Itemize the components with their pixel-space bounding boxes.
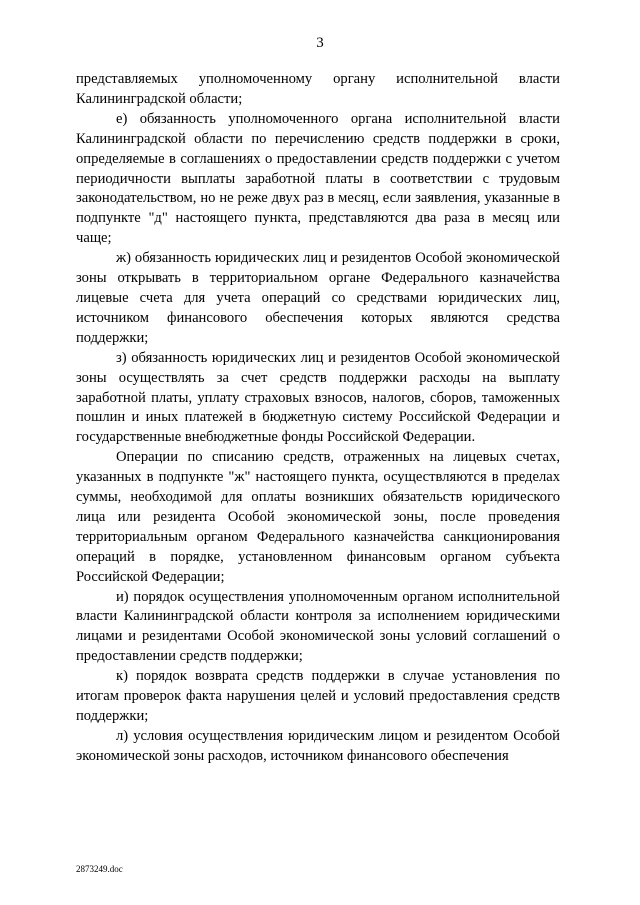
document-body bbox=[76, 70, 560, 767]
paragraph-item-k: к) порядок возврата средств поддержки в случае установления по итогам проверок факта нарушения целей и условий предоставления средств поддержки; bbox=[76, 668, 560, 724]
paragraph-item-z: з) обязанность юридических лиц и резидентов Особой экономической зоны осуществлять за счет средств поддержки расходы на выплату заработной платы, уплату страховых взносов, налогов, сборов, таможенных пошлин и иных платежей в бюджетную систему Российской Федерации и государственные внебюджетные фонды Российской Федерации. bbox=[76, 349, 560, 446]
paragraph-operations: Операции по списанию средств, отраженных на лицевых счетах, указанных в подпункте "ж" настоящего пункта, осуществляются в пределах суммы, необходимой для оплаты возникших обязательств юридического лица или резидента Особой экономической зоны, после проведения территориальным органом Федерального казначейства санкционирования операций в порядке, установленном финансовым органом субъекта Российской Федерации; bbox=[76, 449, 560, 585]
paragraph-item-zh: ж) обязанность юридических лиц и резидентов Особой экономической зоны открывать в территориальном органе Федерального казначейства лицевые счета для учета операций со средствами юридических лиц, источником финансового обеспечения которых являются средства поддержки; bbox=[76, 250, 560, 346]
document-file-code: 2873249.doc bbox=[76, 864, 123, 874]
paragraph-item-l: л) условия осуществления юридическим лицом и резидентом Особой экономической зоны расходов, источником финансового обеспечения bbox=[76, 727, 560, 764]
page-number: 3 bbox=[316, 35, 324, 51]
paragraph-item-i: и) порядок осуществления уполномоченным органом исполнительной власти Калининградской области контроля за исполнением юридическими лицами и резидентами Особой экономической зоны условий соглашений о предоставлении средств поддержки; bbox=[76, 588, 560, 665]
paragraph-continuation: представляемых уполномоченному органу исполнительной власти Калининградской области; bbox=[76, 71, 560, 107]
paragraph-item-e: е) обязанность уполномоченного органа исполнительной власти Калининградской области по перечислению средств поддержки в сроки, определяемые в соглашениях о предоставлении средств поддержки с учетом периодичности выплаты заработной платы в соответствии с трудовым законодательством, но не реже двух раз в месяц, если заявления, указанные в подпункте "д" настоящего пункта, представляются два раза в месяц или чаще; bbox=[76, 110, 560, 247]
